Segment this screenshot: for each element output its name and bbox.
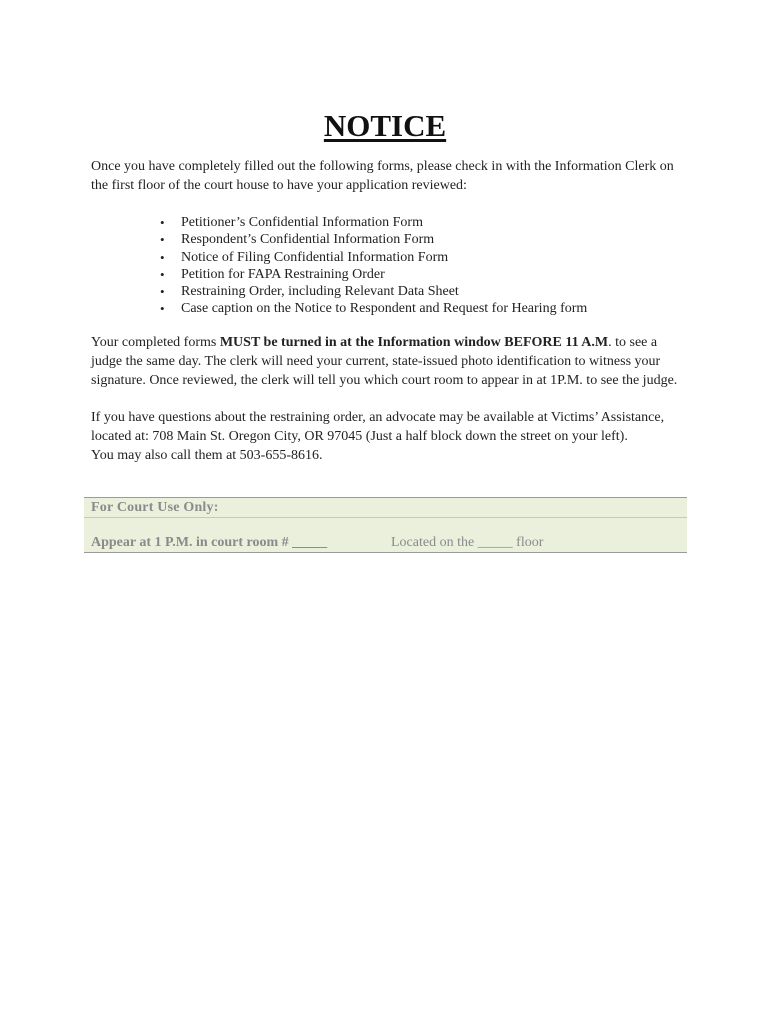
notice-title: NOTICE: [323, 108, 447, 143]
intro-paragraph: Once you have completely filled out the following forms, please check in with the Information Clerk on the first floor of the court house to have your application reviewed:: [91, 159, 674, 194]
deadline-suffix: . to see a judge the same day. The clerk will need your current, state-issued photo identification to witness your signature. Once reviewed, the clerk will tell you which court room to appear in at 1P.M. to see the judge.: [91, 335, 678, 389]
deadline-emphasis: MUST be turned in at the Information window BEFORE 11 A.M: [219, 335, 609, 350]
required-forms-list: [181, 214, 587, 318]
list-item: • Restraining Order, including Relevant Data Sheet: [181, 283, 587, 300]
court-use-header: For Court Use Only:: [91, 500, 219, 515]
deadline-prefix: Your completed forms: [91, 335, 220, 350]
court-floor-field: Located on the _____ floor: [391, 535, 544, 550]
list-item: • Notice of Filing Confidential Information Form: [181, 249, 587, 266]
list-item: • Petition for FAPA Restraining Order: [181, 266, 587, 283]
list-item: • Case caption on the Notice to Respondent and Request for Hearing form: [181, 300, 587, 317]
help-paragraph: [91, 408, 691, 466]
help-line-2: located at: 708 Main St. Oregon City, OR 97045 (Just a half block down the street on your left).: [91, 429, 628, 445]
help-line-3: You may also call them at 503-655-8616.: [91, 448, 323, 464]
help-line-1: If you have questions about the restraining order, an advocate may be available at Victims’ Assistance,: [91, 410, 665, 425]
list-item: • Petitioner’s Confidential Information Form: [181, 214, 587, 231]
court-use-divider: [84, 517, 687, 518]
list-item: • Respondent’s Confidential Information Form: [181, 231, 587, 248]
deadline-paragraph: [91, 333, 691, 391]
court-room-field: Appear at 1 P.M. in court room # _____: [91, 535, 328, 550]
